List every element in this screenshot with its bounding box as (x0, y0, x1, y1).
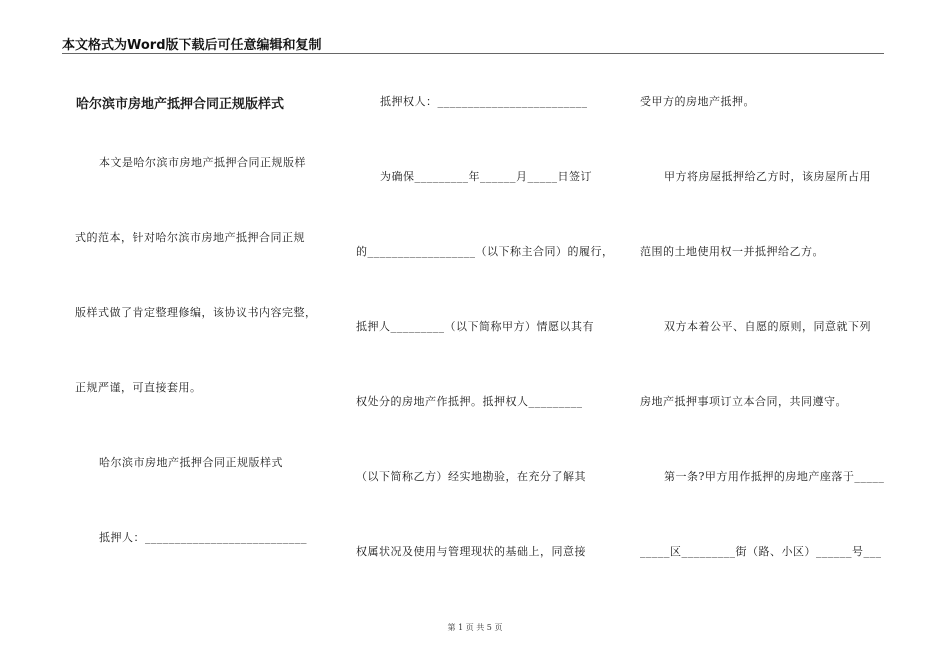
mortgagor-line: 抵押人：___________________________ (99, 531, 307, 544)
text-column-3 (638, 0, 898, 640)
paragraph-line: _____区_________街（路、小区）______号___ (640, 545, 882, 558)
paragraph-line: 为确保_________年______月_____日签订 (380, 170, 592, 183)
paragraph-line: 本文是哈尔滨市房地产抵押合同正规版样 (99, 156, 306, 169)
text-column-1 (75, 0, 335, 640)
paragraph-line: 房地产抵押事项订立本合同，共同遵守。 (640, 395, 847, 408)
paragraph-line: 式的范本，针对哈尔滨市房地产抵押合同正规 (75, 231, 305, 244)
paragraph-line: 抵押人_________（以下简称甲方）情愿以其有 (356, 320, 594, 333)
paragraph-line: 范围的土地使用权一并抵押给乙方。 (640, 245, 824, 258)
document-title: 哈尔滨市房地产抵押合同正规版样式 (76, 97, 285, 112)
section-heading: 哈尔滨市房地产抵押合同正规版样式 (99, 456, 283, 469)
paragraph-line: 权处分的房地产作抵押。抵押权人_________ (356, 395, 583, 408)
paragraph-line: （以下简称乙方）经实地勘验，在充分了解其 (356, 470, 586, 483)
paragraph-line: 权属状况及使用与管理现状的基础上，同意接 (356, 545, 586, 558)
paragraph-line: 版样式做了肯定整理修编，该协议书内容完整， (75, 306, 317, 319)
paragraph-line: 的__________________（以下称主合同）的履行， (356, 245, 614, 258)
paragraph-line: 双方本着公平、自愿的原则，同意就下列 (664, 320, 871, 333)
paragraph-line: 正规严谨，可直接套用。 (75, 381, 202, 394)
mortgagee-line: 抵押权人：_________________________ (380, 95, 588, 108)
text-column-2 (355, 0, 615, 640)
article-one-line: 第一条?甲方用作抵押的房地产座落于_____ (664, 470, 885, 483)
page-number: 第 1 页 共 5 页 (447, 623, 503, 632)
paragraph-line: 受甲方的房地产抵押。 (640, 95, 755, 108)
header-title: 本文格式为Word版下载后可任意编辑和复制 (62, 38, 322, 53)
paragraph-line: 甲方将房屋抵押给乙方时，该房屋所占用 (664, 170, 871, 183)
